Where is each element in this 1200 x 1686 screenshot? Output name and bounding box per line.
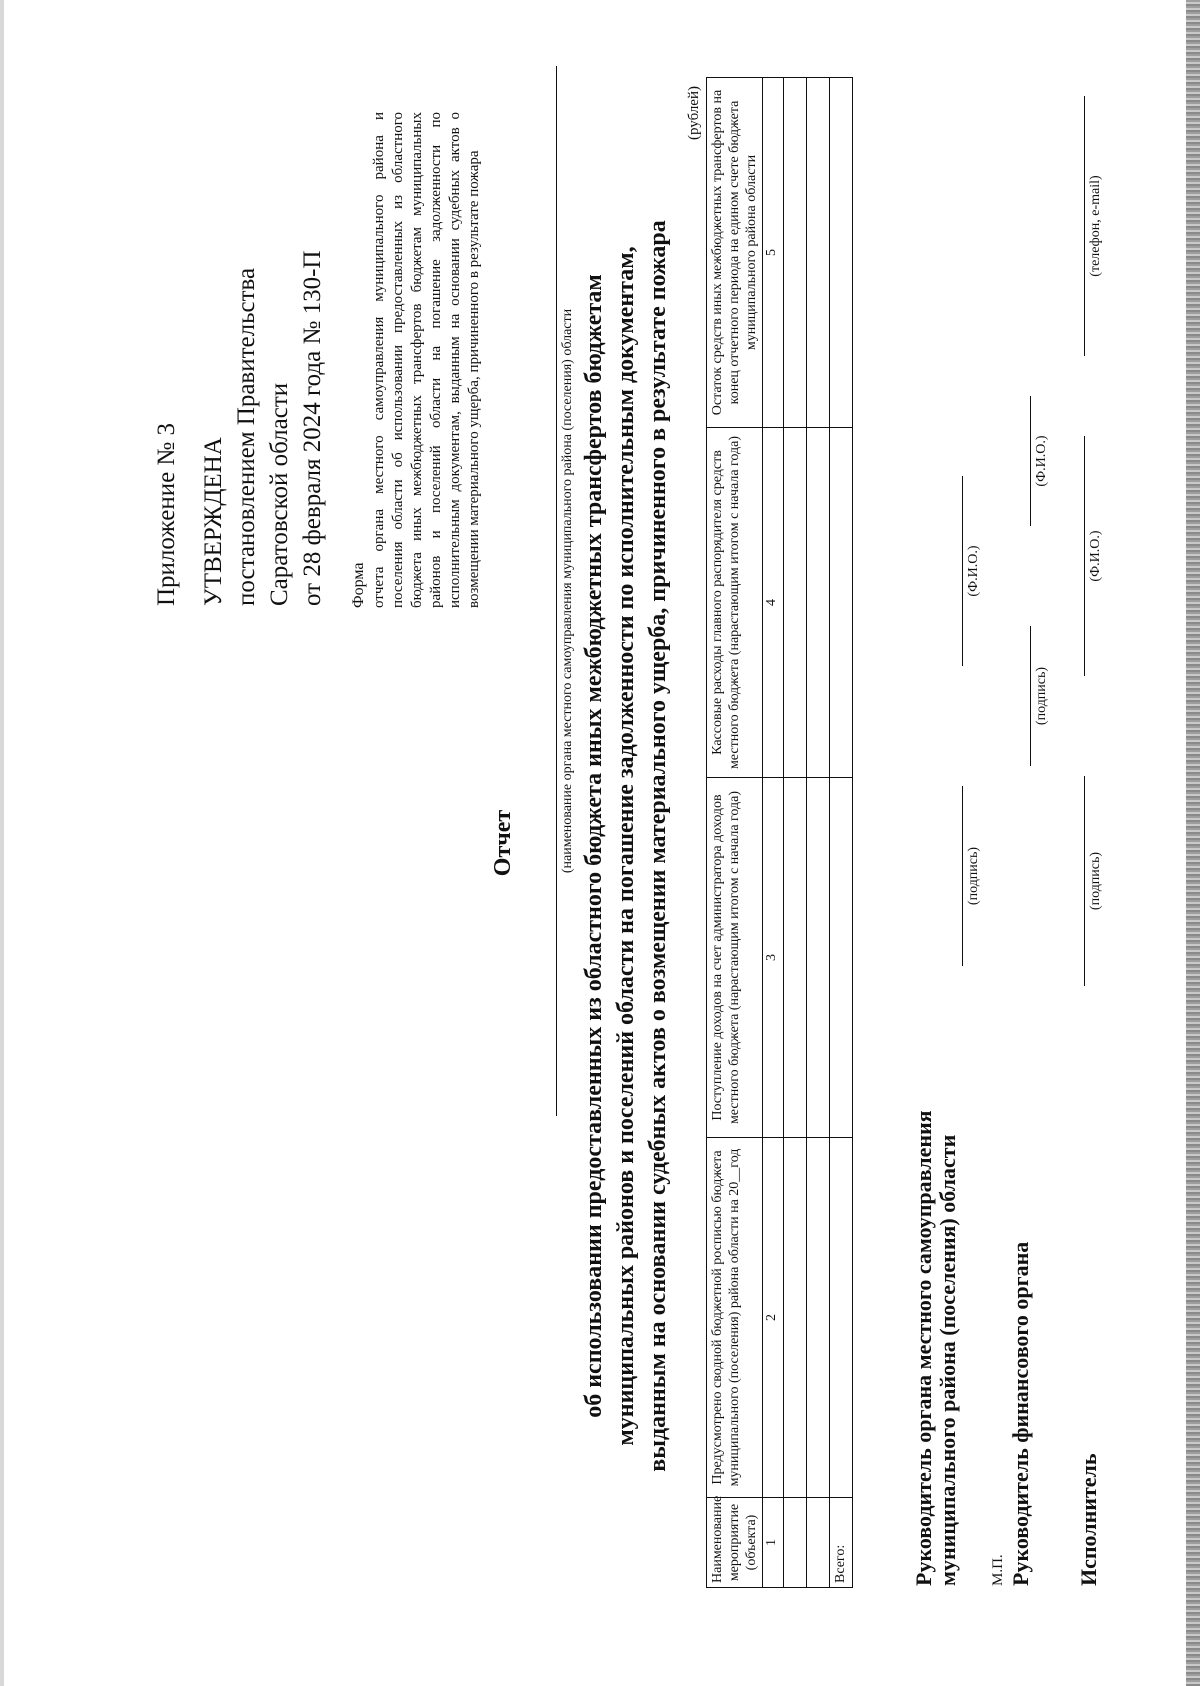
table-cell [784,1498,807,1588]
total-label: Всего: [830,1498,853,1588]
header-income: Поступление доходов на счет администратора доходов местного бюджета (нарастающим итогом с начала года) [707,778,763,1138]
col-number: 1 [763,1498,784,1588]
table-row [807,78,830,1588]
report-subject [578,86,674,1606]
signature-caption: (подпись) [1034,666,1049,726]
org-name-line [556,66,557,1116]
report-table [706,77,853,1588]
subject-line-3: выданным на основании судебных актов о возмещении материального ущерба, причиненного в результате пожара [645,220,671,1472]
table-cell [830,78,853,428]
signature-caption: (подпись) [966,846,981,906]
org-name-caption: (наименование органа местного самоуправления муниципального района (поселения) области [560,308,575,874]
signature-line [962,786,963,966]
name-line [1030,396,1031,526]
subject-line-1: об использовании предоставленных из областного бюджета иных межбюджетных трансфертов бюджетам [581,274,607,1418]
table-cell [830,428,853,778]
stamp-place-label: М.П. [990,1554,1006,1586]
form-description: отчета органа местного самоуправления муниципального района и поселения области об использовании предоставленных из областного бюджета иных межбюджетных трансфертов бюджетам муниципальных районов и поселений области на погашение задолженности по исполнительным документам, выданным на основании судебных актов о возмещении материального ущерба, причиненного в результате пожара [371,112,482,608]
header-balance: Остаток средств иных межбюджетных трансфертов на конец отчетного периода на едином счете бюджета муниципального района области [707,78,763,428]
table-total-row [830,78,853,1588]
approved-region: Саратовской области [266,382,293,606]
finance-head-title: Руководитель финансового органа [1008,1241,1033,1586]
table-number-row [763,78,784,1588]
signature-caption: (подпись) [1088,851,1103,911]
table-cell [784,1138,807,1498]
signature-line [1030,626,1031,766]
name-caption: (Ф.И.О.) [1034,435,1049,487]
municipal-head-line-2: муниципального района (поселения) области [935,1134,960,1586]
name-line [1084,436,1085,676]
name-caption: (Ф.И.О.) [966,545,981,597]
document-title: Отчет [490,809,516,877]
header-object: Наименование мероприятие (объекта) [707,1498,763,1588]
subject-line-2: муниципальных районов и поселений области на погашение задолженности по исполнительным документам, [613,246,639,1446]
approval-block [150,46,329,606]
municipal-head-line-1: Руководитель органа местного самоуправления [911,1110,936,1586]
municipal-head-title [912,1110,960,1586]
appendix-number: Приложение № 3 [153,422,180,606]
contact-caption: (телефон, e-mail) [1088,175,1103,277]
table-row [784,78,807,1588]
table-cell [807,1498,830,1588]
table-cell [784,78,807,428]
currency-unit: (рублей) [686,86,702,141]
name-line [962,476,963,666]
contact-line [1084,96,1085,356]
col-number: 3 [763,778,784,1138]
form-label: Форма [350,562,367,608]
table-cell [784,428,807,778]
table-cell [784,778,807,1138]
table-cell [807,78,830,428]
col-number: 2 [763,1138,784,1498]
approved-label: УТВЕРЖДЕНА [200,437,227,606]
approval-date: от 28 февраля 2024 года № 130-П [299,250,326,606]
header-expenses: Кассовые расходы главного распорядителя средств местного бюджета (нарастающим итогом с начала года) [707,428,763,778]
approved-by: постановлением Правительства [233,267,260,606]
table-cell [807,778,830,1138]
table-cell [807,428,830,778]
executor-title: Исполнитель [1076,1453,1101,1586]
table-cell [807,1138,830,1498]
col-number: 4 [763,428,784,778]
table-cell [830,778,853,1138]
table-cell [830,1138,853,1498]
table-header-row [707,78,763,1588]
signature-line [1084,776,1085,986]
col-number: 5 [763,78,784,428]
name-caption: (Ф.И.О.) [1088,530,1103,582]
header-planned: Предусмотрено сводной бюджетной росписью бюджета муниципального (поселения) района области на 20__год [707,1138,763,1498]
